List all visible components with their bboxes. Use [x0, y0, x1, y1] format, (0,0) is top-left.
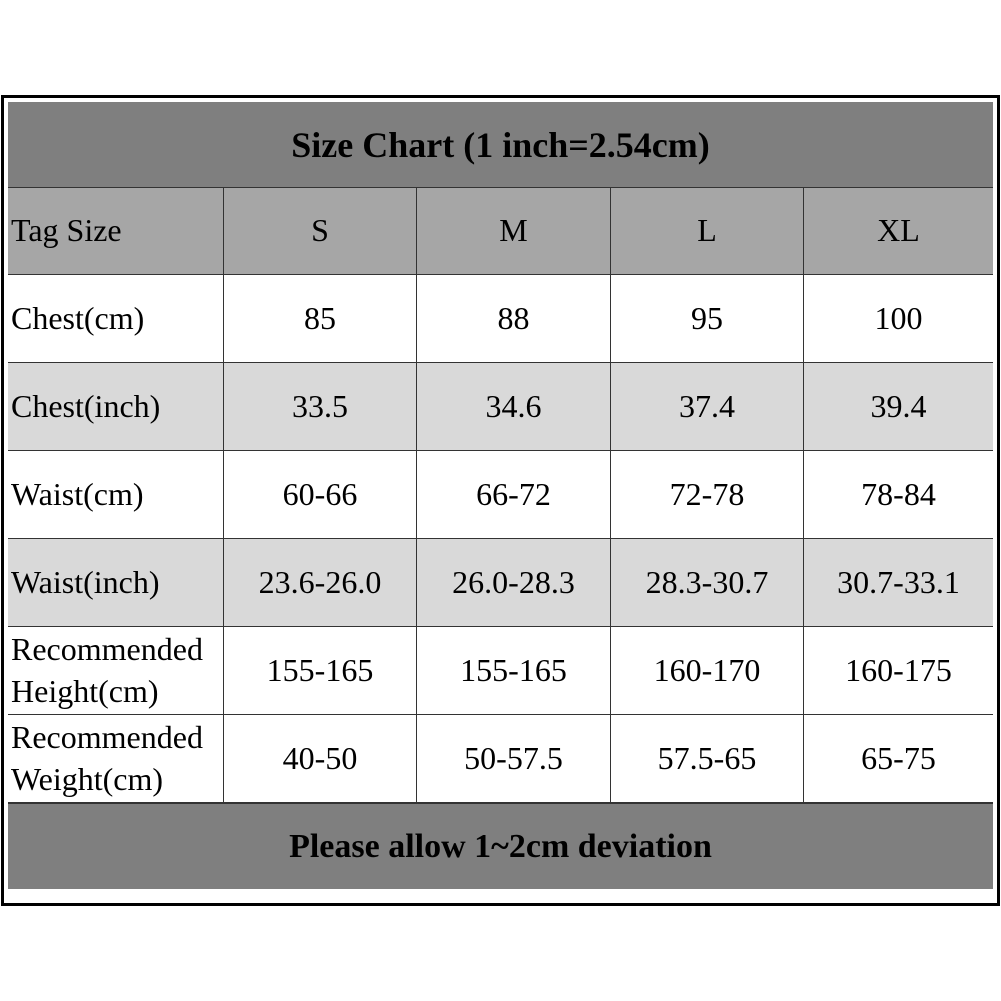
table-cell: 37.4 [611, 363, 804, 451]
row-label-line2: Weight(cm) [11, 760, 164, 797]
table-cell: 72-78 [611, 451, 804, 539]
table-cell: 28.3-30.7 [611, 539, 804, 627]
size-header-s: S [224, 188, 417, 275]
table-cell: 26.0-28.3 [417, 539, 611, 627]
table-cell: 155-165 [224, 627, 417, 715]
table-cell: 23.6-26.0 [224, 539, 417, 627]
table-cell: 34.6 [417, 363, 611, 451]
table-cell: 160-175 [804, 627, 993, 715]
table-cell: 100 [804, 275, 993, 363]
chart-title: Size Chart (1 inch=2.54cm) [8, 102, 993, 188]
row-label-line1: Recommended [11, 630, 203, 667]
size-chart-table [8, 102, 993, 899]
size-chart-frame [1, 95, 1000, 906]
table-cell: 95 [611, 275, 804, 363]
table-cell: 88 [417, 275, 611, 363]
size-header-l: L [611, 188, 804, 275]
table-cell: 39.4 [804, 363, 993, 451]
header-label: Tag Size [8, 188, 224, 275]
deviation-note: Please allow 1~2cm deviation [8, 803, 993, 889]
table-cell: 78-84 [804, 451, 993, 539]
table-cell: 65-75 [804, 715, 993, 803]
table-cell: 85 [224, 275, 417, 363]
row-label: Waist(cm) [8, 451, 224, 539]
size-header-xl: XL [804, 188, 993, 275]
row-label: Waist(inch) [8, 539, 224, 627]
table-cell: 50-57.5 [417, 715, 611, 803]
table-cell: 30.7-33.1 [804, 539, 993, 627]
row-label: Chest(inch) [8, 363, 224, 451]
table-cell: 57.5-65 [611, 715, 804, 803]
table-cell: 155-165 [417, 627, 611, 715]
table-cell: 60-66 [224, 451, 417, 539]
row-label-line1: Recommended [11, 718, 203, 755]
row-label [8, 627, 224, 715]
table-cell: 160-170 [611, 627, 804, 715]
row-label [8, 715, 224, 803]
table-cell: 40-50 [224, 715, 417, 803]
row-label-line2: Height(cm) [11, 672, 159, 709]
table-cell: 66-72 [417, 451, 611, 539]
row-label: Chest(cm) [8, 275, 224, 363]
table-cell: 33.5 [224, 363, 417, 451]
size-header-m: M [417, 188, 611, 275]
